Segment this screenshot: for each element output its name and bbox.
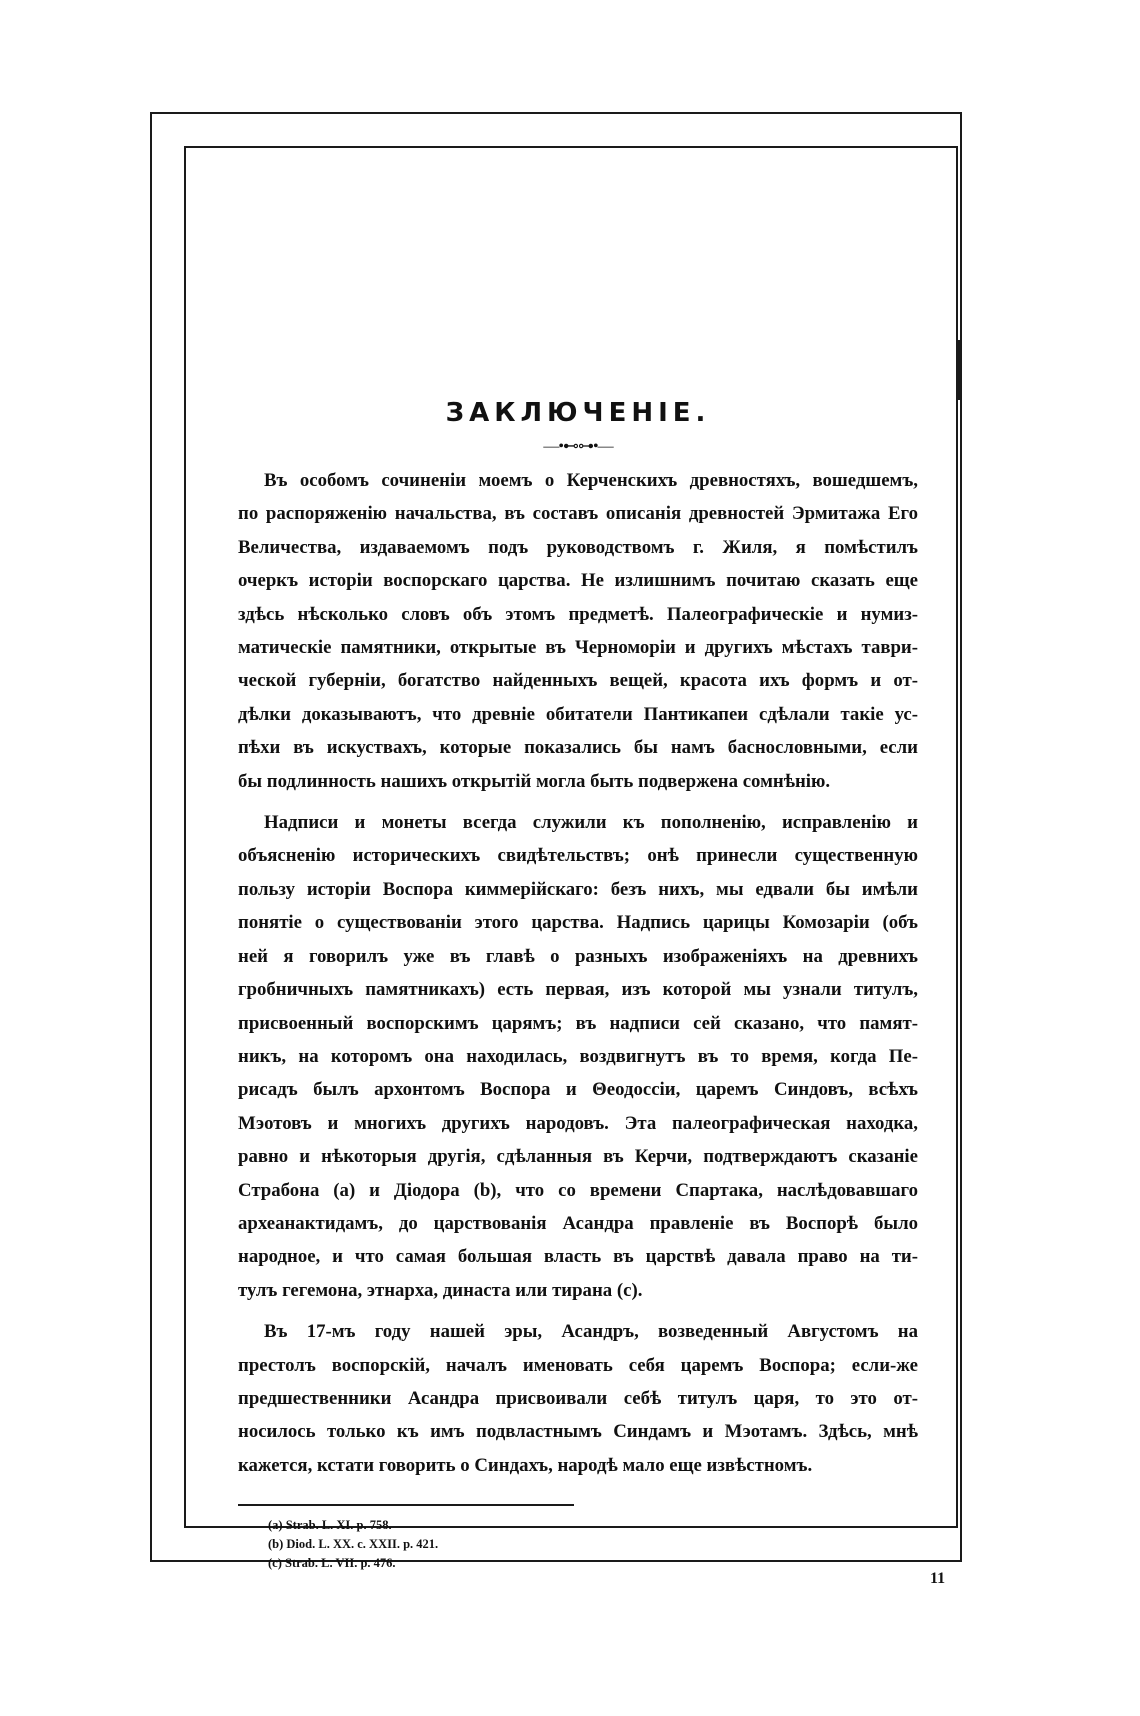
- title-ornament: —•⊷⊶•—: [543, 438, 613, 455]
- text-line: присвоенный воспорскимъ царямъ; въ надписи сей сказано, что памят-: [238, 1012, 918, 1034]
- text-line: матическіе памятники, открытые въ Черноморіи и другихъ мѣстахъ таври-: [238, 637, 918, 659]
- text-line: Страбона (a) и Діодора (b), что со времени Спартака, наслѣдовавшаго: [238, 1179, 918, 1201]
- text-line: кажется, кстати говорить о Синдахъ, народѣ мало еще извѣстномъ.: [238, 1454, 813, 1476]
- text-line: Въ особомъ сочиненіи моемъ о Керченскихъ древностяхъ, вошедшемъ,: [264, 470, 918, 491]
- paragraph-2: [238, 806, 918, 1307]
- text-line: гробничныхъ памятникахъ) есть первая, изъ которой мы узнали титулъ,: [238, 979, 918, 1001]
- text-line: Мэотовъ и многихъ другихъ народовъ. Эта палеографическая находка,: [238, 1112, 918, 1134]
- text-line: очеркъ исторіи воспорскаго царства. Не излишнимъ почитаю сказать еще: [238, 570, 918, 592]
- footnote-divider: [238, 1504, 574, 1506]
- text-line: Величества, издаваемомъ подъ руководствомъ г. Жиля, я помѣстилъ: [238, 536, 918, 558]
- border-mark: [958, 340, 960, 400]
- text-line: ней я говорилъ уже въ главѣ о разныхъ изображеніяхъ на древнихъ: [238, 945, 918, 967]
- text-line: пользу исторіи Воспора киммерійскаго: безъ нихъ, мы едвали бы имѣли: [238, 878, 918, 900]
- text-line: Надписи и монеты всегда служили къ пополненію, исправленію и: [264, 812, 918, 834]
- text-line: равно и нѣкоторыя другія, сдѣланныя въ Керчи, подтверждаютъ сказаніе: [238, 1146, 918, 1168]
- text-line: народное, и что самая большая власть въ царствѣ давала право на ти-: [238, 1246, 918, 1268]
- text-line: никъ, на которомъ она находилась, воздвигнутъ въ то время, когда Пе-: [238, 1045, 918, 1067]
- text-line: по распоряженію начальства, въ составъ описанія древностей Эрмитажа Его: [238, 503, 918, 525]
- text-line: археанактидамъ, до царствованія Асандра правленіе въ Воспорѣ было: [238, 1212, 918, 1234]
- paragraph-1: [238, 464, 918, 798]
- page-content: [238, 396, 918, 1573]
- text-line: понятіе о существованіи этого царства. Надпись царицы Комозаріи (объ: [238, 912, 918, 934]
- text-line: ческой губерніи, богатство найденныхъ вещей, красота ихъ формъ и от-: [238, 670, 918, 692]
- text-line: рисадъ былъ архонтомъ Воспора и Θеодоссіи, царемъ Синдовъ, всѣхъ: [238, 1079, 918, 1101]
- text-line: объясненію историческихъ свидѣтельствъ; онѣ принесли существенную: [238, 845, 918, 867]
- text-line: здѣсь нѣсколько словъ объ этомъ предметѣ. Палеографическіе и нумиз-: [238, 603, 918, 625]
- footnote-c: (c) Strab. L. VII. p. 476.: [268, 1556, 396, 1571]
- page-title: ЗАКЛЮЧЕНІЕ.: [445, 398, 711, 428]
- text-line: носилось только къ имъ подвластнымъ Синдамъ и Мэотамъ. Здѣсь, мнѣ: [238, 1421, 918, 1443]
- paragraph-3: [238, 1315, 918, 1482]
- text-line: дѣлки доказываютъ, что древніе обитатели Пантикапеи сдѣлали такіе ус-: [238, 703, 918, 725]
- footnotes: [268, 1516, 918, 1573]
- text-line: престолъ воспорскій, началъ именовать себя царемъ Воспора; если-же: [238, 1354, 918, 1376]
- text-line: пѣхи въ искуствахъ, которые показались бы намъ баснословными, если: [238, 737, 918, 759]
- text-line: Въ 17-мъ году нашей эры, Асандръ, возведенный Августомъ на: [264, 1321, 918, 1343]
- text-line: предшественники Асандра присвоивали себѣ титулъ царя, то это от-: [238, 1387, 918, 1409]
- text-line: тулъ гегемона, этнарха, династа или тирана (c).: [238, 1279, 643, 1301]
- footnote-b: (b) Diod. L. XX. c. XXII. p. 421.: [268, 1537, 439, 1552]
- page-number: 11: [930, 1570, 946, 1587]
- footnote-a: (a) Strab. L. XI. p. 758.: [268, 1518, 392, 1533]
- text-line: бы подлинность нашихъ открытій могла быть подвержена сомнѣнію.: [238, 770, 831, 792]
